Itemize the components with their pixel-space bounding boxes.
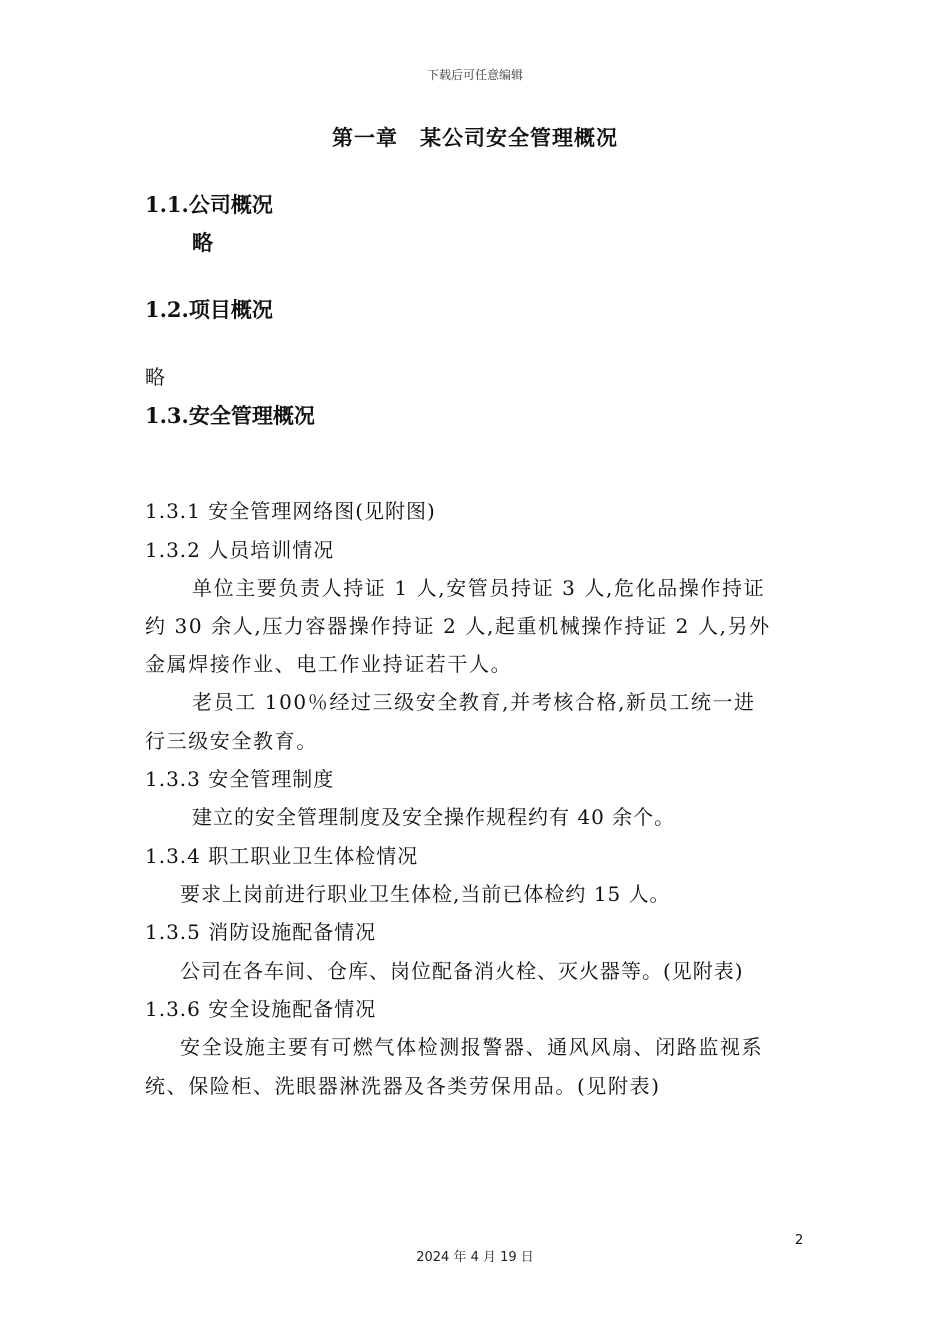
header-note: 下载后可任意编辑 <box>426 68 523 82</box>
page-number: 2 <box>795 1233 804 1248</box>
section-1-1-body: 略 <box>192 230 213 255</box>
section-1-2-title: 1.2.项目概况 <box>145 297 273 322</box>
subsection-1-3-4-title: 1.3.4 职工职业卫生体检情况 <box>145 844 419 868</box>
footer-date: 2024 年 4 月 19 日 <box>416 1250 534 1265</box>
section-1-3-title: 1.3.安全管理概况 <box>145 403 315 428</box>
paragraph-line: 行三级安全教育。 <box>145 729 318 753</box>
paragraph-line: 要求上岗前进行职业卫生体检,当前已体检约 15 人。 <box>180 882 671 906</box>
paragraph-line: 统、保险柜、洗眼器淋洗器及各类劳保用品。(见附表) <box>145 1074 661 1098</box>
paragraph-line: 安全设施主要有可燃气体检测报警器、通风风扇、闭路监视系 <box>180 1035 764 1059</box>
subsection-1-3-2-title: 1.3.2 人员培训情况 <box>145 538 335 562</box>
section-1-1-title: 1.1.公司概况 <box>145 192 273 217</box>
chapter-title: 第一章 某公司安全管理概况 <box>332 125 618 150</box>
paragraph-line: 公司在各车间、仓库、岗位配备消火栓、灭火器等。(见附表) <box>180 959 744 983</box>
subsection-1-3-5-title: 1.3.5 消防设施配备情况 <box>145 920 377 944</box>
paragraph-line: 金属焊接作业、电工作业持证若干人。 <box>145 652 513 676</box>
subsection-1-3-6-title: 1.3.6 安全设施配备情况 <box>145 997 377 1021</box>
paragraph-line: 约 30 余人,压力容器操作持证 2 人,起重机械操作持证 2 人,另外 <box>145 614 771 638</box>
paragraph-line: 单位主要负责人持证 1 人,安管员持证 3 人,危化品操作持证 <box>192 576 766 600</box>
subsection-1-3-3-title: 1.3.3 安全管理制度 <box>145 767 335 791</box>
section-1-2-body: 略 <box>145 365 166 389</box>
paragraph-line: 老员工 100％经过三级安全教育,并考核合格,新员工统一进 <box>192 690 756 714</box>
paragraph-line: 建立的安全管理制度及安全操作规程约有 40 余个。 <box>192 805 676 829</box>
subsection-1-3-1-title: 1.3.1 安全管理网络图(见附图) <box>145 499 436 523</box>
